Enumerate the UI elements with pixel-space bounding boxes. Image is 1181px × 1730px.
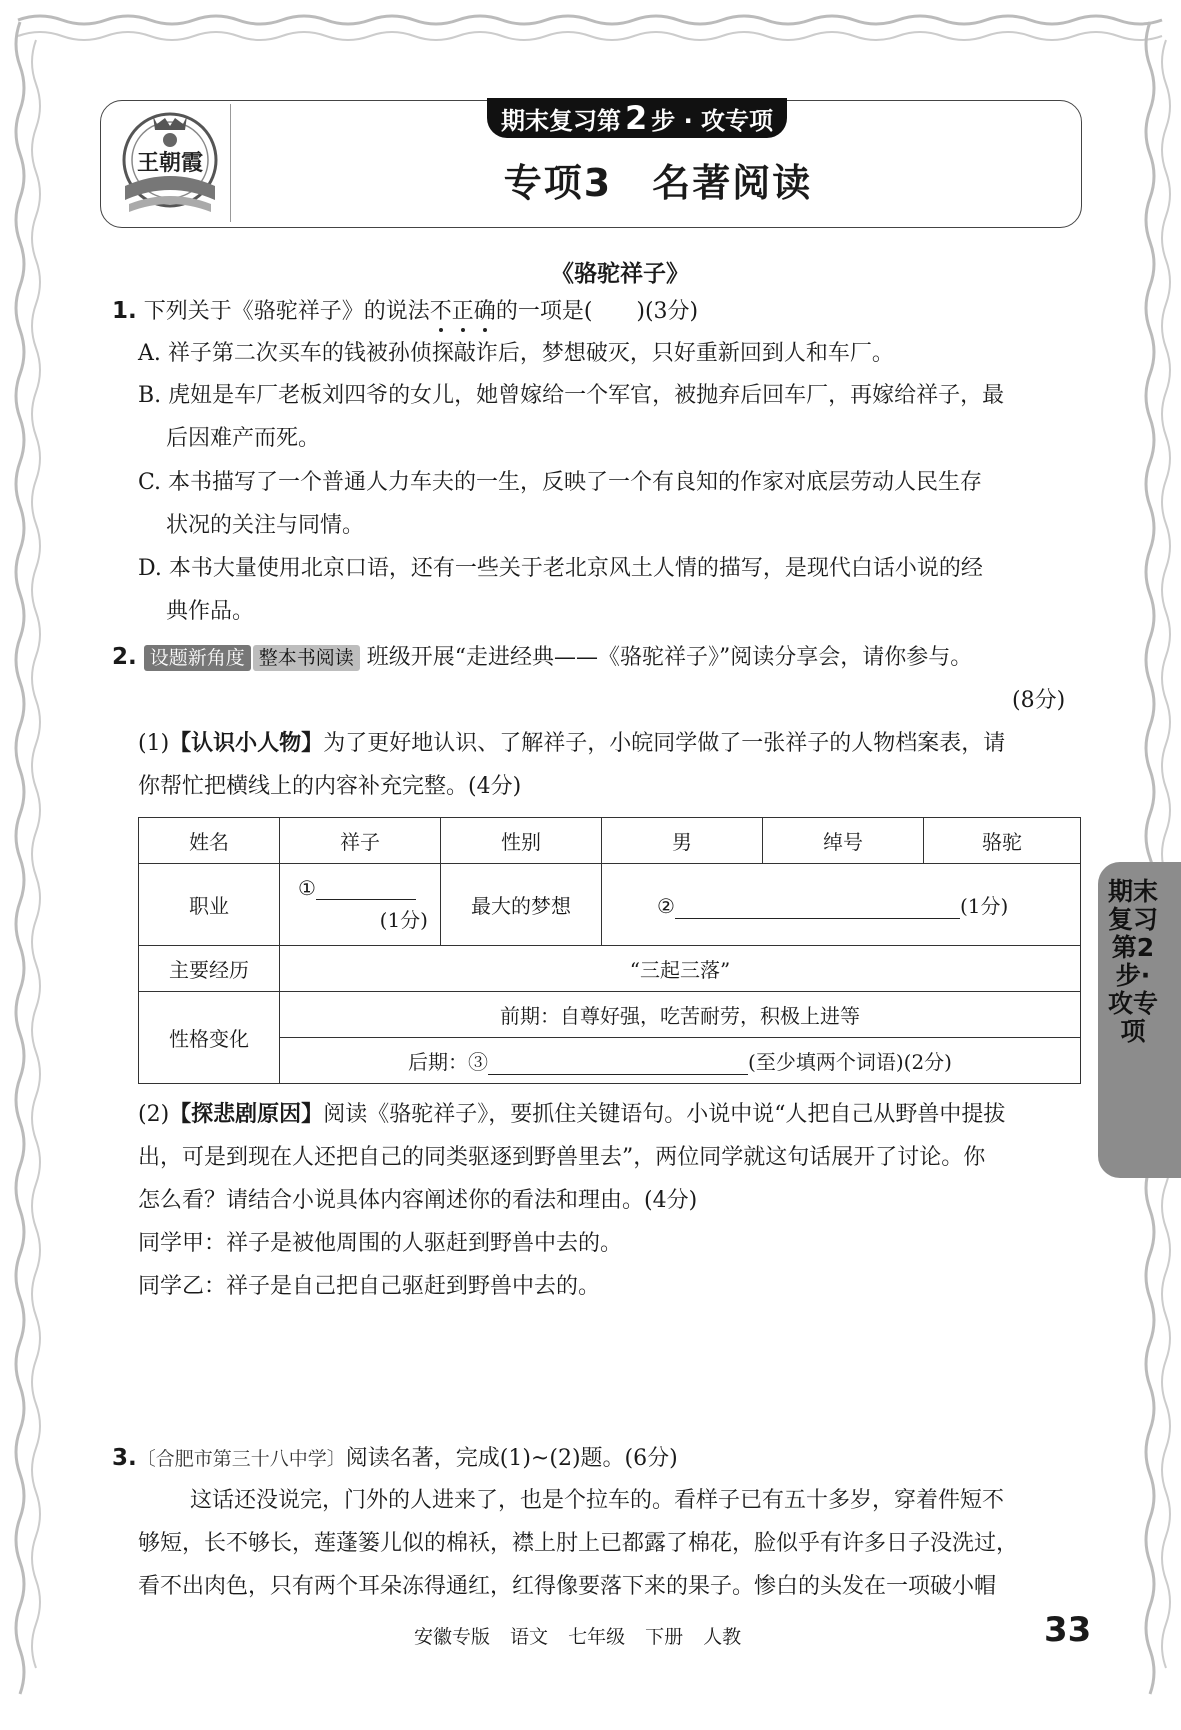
character-late-cell[interactable] xyxy=(280,1038,1081,1084)
profile-table xyxy=(138,817,1081,1084)
q1-number: 1. xyxy=(112,298,137,324)
q1-stem-b: 的一项是( )(3分) xyxy=(495,299,699,324)
q1-emph-3: 确 xyxy=(474,297,496,327)
blank1-mark: ① xyxy=(298,876,316,900)
logo-text: 王朝霞 xyxy=(136,150,204,176)
q1-emph-2: 正 xyxy=(452,297,474,327)
q2-score: (8分) xyxy=(1012,688,1066,713)
character-late-prefix: 后期：③ xyxy=(408,1050,489,1074)
q3-stem-text: 阅读名著，完成(1)~(2)题。(6分) xyxy=(345,1446,678,1471)
book-title: 《骆驼祥子》 xyxy=(551,261,689,287)
footer-info: 安徽专版 语文 七年级 下册 人教 xyxy=(414,1626,742,1648)
gender-value: 男 xyxy=(602,818,763,864)
q2-stem xyxy=(112,642,972,673)
q2-part2-cont1: 出，可是到现在人还把自己的同类驱逐到野兽里去”，两位同学就这句话展开了讨论。你 xyxy=(138,1145,986,1170)
q1-option-a[interactable]: A. 祥子第二次买车的钱被孙侦探敲诈后，梦想破灭，只好重新回到人和车厂。 xyxy=(138,341,894,366)
page-title: 专项3 名著阅读 xyxy=(503,161,813,205)
q3-stem xyxy=(112,1443,678,1474)
blank1-score: (1分) xyxy=(379,908,428,932)
header-divider xyxy=(230,104,231,222)
tag-whole-book: 整本书阅读 xyxy=(253,645,360,671)
experience-value: “三起三落” xyxy=(280,946,1081,992)
experience-label: 主要经历 xyxy=(139,946,280,992)
q3-passage-line-2: 够短，长不够长，莲蓬篓儿似的棉袄，襟上肘上已都露了棉花，脸似乎有许多日子没洗过， xyxy=(138,1531,1019,1556)
student-a-view: 同学甲：祥子是被他周围的人驱赶到野兽中去的。 xyxy=(138,1231,623,1256)
q2-part2-num: (2) xyxy=(138,1102,170,1127)
nickname-value: 骆驼 xyxy=(924,818,1081,864)
character-label: 性格变化 xyxy=(139,992,280,1084)
q2-part2-label: 【探悲剧原因】 xyxy=(169,1102,324,1127)
blank2-mark: ② xyxy=(657,894,675,918)
tag-new-angle: 设题新角度 xyxy=(144,645,251,671)
q2-part1-cont: 你帮忙把横线上的内容补充完整。(4分) xyxy=(138,774,522,799)
q3-passage-line-1: 这话还没说完，门外的人进来了，也是个拉车的。看样子已有五十多岁，穿着件短不 xyxy=(190,1488,1005,1513)
q2-part2 xyxy=(138,1100,1005,1130)
q3-school: 〔合肥市第三十八中学〕 xyxy=(136,1448,346,1470)
q1-option-d-cont: 典作品。 xyxy=(166,599,255,624)
brand-logo xyxy=(115,108,225,220)
q1-option-b[interactable]: B. 虎妞是车厂老板刘四爷的女儿，她曾嫁给一个军官，被抛弃后回车厂，再嫁给祥子，最 xyxy=(138,383,1005,408)
q3-number: 3. xyxy=(112,1445,137,1471)
job-label: 职业 xyxy=(139,864,280,946)
q2-part1 xyxy=(138,729,1005,759)
q2-number: 2. xyxy=(112,644,137,670)
nickname-label: 绰号 xyxy=(763,818,924,864)
q1-emph-1: 不 xyxy=(430,297,452,327)
q1-option-c[interactable]: C. 本书描写了一个普通人力车夫的一生，反映了一个有良知的作家对底层劳动人民生存 xyxy=(138,470,983,495)
q1-option-c-cont: 状况的关注与同情。 xyxy=(166,513,365,538)
q2-part1-num: (1) xyxy=(138,731,170,756)
page-number: 33 xyxy=(1044,1610,1092,1650)
q2-part1-text: 为了更好地认识、了解祥子，小皖同学做了一张祥子的人物档案表，请 xyxy=(323,731,1006,756)
name-value: 祥子 xyxy=(280,818,441,864)
q2-part2-text: 阅读《骆驼祥子》，要抓住关键语句。小说中说“人把自己从野兽中提拔 xyxy=(323,1102,1006,1127)
gender-label: 性别 xyxy=(441,818,602,864)
q2-part2-cont2: 怎么看？请结合小说具体内容阐述你的看法和理由。(4分) xyxy=(138,1188,698,1213)
q2-part1-label: 【认识小人物】 xyxy=(169,731,324,756)
blank2-line[interactable] xyxy=(675,896,960,919)
name-label: 姓名 xyxy=(139,818,280,864)
student-b-view: 同学乙：祥子是自己把自己驱赶到野兽中去的。 xyxy=(138,1274,601,1299)
step-tab xyxy=(487,98,787,138)
dream-blank-cell[interactable] xyxy=(602,864,1081,946)
blank1-line[interactable] xyxy=(316,877,416,900)
job-blank-cell[interactable] xyxy=(280,864,441,946)
blank2-score: (1分) xyxy=(959,894,1009,918)
q1-stem xyxy=(112,296,698,327)
step-number: 2 xyxy=(624,99,648,137)
blank3-line[interactable] xyxy=(488,1052,748,1075)
step-suffix: 步 · 攻专项 xyxy=(651,106,774,135)
character-early: 前期：自尊好强，吃苦耐劳，积极上进等 xyxy=(280,992,1081,1038)
dream-label: 最大的梦想 xyxy=(441,864,602,946)
character-late-note: (至少填两个词语)(2分) xyxy=(748,1050,952,1074)
step-prefix: 期末复习第 xyxy=(500,106,621,135)
q3-passage-line-3: 看不出肉色，只有两个耳朵冻得通红，红得像要落下来的果子。惨白的头发在一项破小帽 xyxy=(138,1574,997,1599)
side-tab-label: 期末复习第2步·攻专项 xyxy=(1108,877,1159,1046)
q1-stem-a: 下列关于《骆驼祥子》的说法 xyxy=(143,299,430,324)
q1-option-d[interactable]: D. 本书大量使用北京口语，还有一些关于老北京风土人情的描写，是现代白话小说的经 xyxy=(138,556,983,581)
q2-stem-text: 班级开展“走进经典——《骆驼祥子》”阅读分享会，请你参与。 xyxy=(366,645,973,670)
q1-option-b-cont: 后因难产而死。 xyxy=(166,426,321,451)
